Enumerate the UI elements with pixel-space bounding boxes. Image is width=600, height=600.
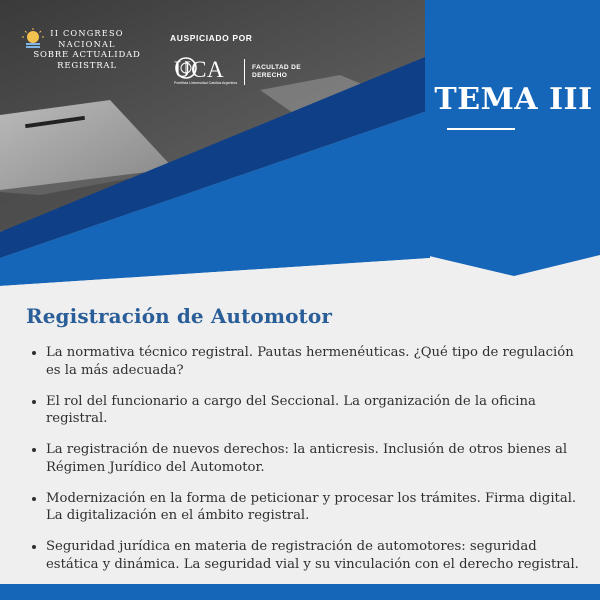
uca-wordmark: UCA [174,56,225,82]
faculty-line2: DERECHO [252,72,288,79]
sponsor-label: AUSPICIADO POR [170,33,253,43]
list-item [26,490,582,525]
uca-divider [244,59,245,85]
section-title: Registración de Automotor [26,304,332,328]
list-item-text: La registración de nuevos derechos: la anticresis. Inclusión de otros bienes al Régimen Jurídico del Automotor. [46,442,568,475]
list-item-text: Modernización en la forma de peticionar y procesar los trámites. Firma digital. La digitalización en el ámbito registral. [46,490,577,523]
bullet-icon [32,497,36,501]
list-item [26,393,582,428]
list-item [26,538,582,573]
list-item-text: La normativa técnico registral. Pautas hermenéuticas. ¿Qué tipo de regulación es la más adecuada? [46,345,574,378]
content-section [26,304,582,587]
list-item-text: El rol del funcionario a cargo del Seccional. La organización de la oficina registral. [46,393,536,426]
congress-title-line1: II CONGRESO NACIONAL [50,28,124,49]
footer-bar [0,584,600,600]
list-item [26,441,582,476]
uca-emblem-icon [174,56,198,80]
list-item [26,344,582,379]
tema-heading: TEMA III [434,82,593,117]
bullet-icon [32,351,36,355]
list-item-text: Seguridad jurídica en materia de registración de automotores: seguridad estática y dinámica. La seguridad vial y su vinculación con el derecho registral. [46,539,579,572]
congress-title-line2: SOBRE ACTUALIDAD [33,50,141,60]
uca-logo [174,56,301,88]
tema-underline [447,128,515,130]
bullet-icon [32,400,36,404]
bullet-icon [32,545,36,549]
congress-title-line3: REGISTRAL [57,61,117,71]
sun-emblem-icon [22,28,44,50]
congress-logo [22,28,152,72]
tema-panel [425,0,600,276]
uca-subtitle: Pontificia Universidad Católica Argentina [174,80,238,85]
bullet-icon [32,448,36,452]
topic-list [26,344,582,573]
faculty-line1: FACULTAD DE [252,64,301,71]
